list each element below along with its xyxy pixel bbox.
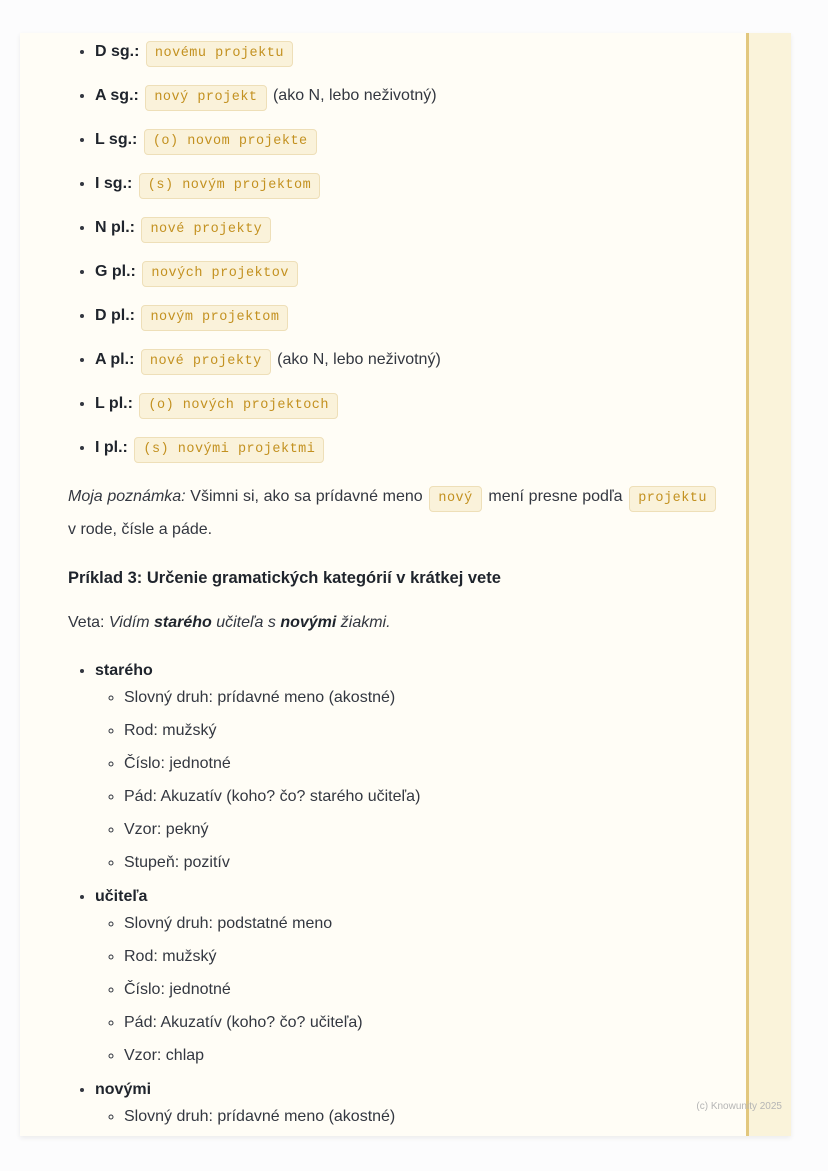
- analysis-word: starého: [95, 662, 153, 679]
- case-chip: (s) novými projektmi: [134, 437, 324, 463]
- case-label: I pl.:: [95, 439, 128, 456]
- inline-code-chip: projektu: [629, 486, 716, 512]
- case-label: G pl.:: [95, 263, 136, 280]
- case-label: A pl.:: [95, 351, 135, 368]
- sentence-text: žiakmi.: [336, 614, 391, 631]
- analysis-prop-list: [95, 913, 718, 1067]
- case-chip: nový projekt: [145, 85, 266, 111]
- case-item: [95, 40, 718, 67]
- analysis-prop: ◦ Vzor: pekný: [124, 819, 718, 841]
- case-chip: (o) novom projekte: [144, 129, 317, 155]
- case-label: L sg.:: [95, 131, 138, 148]
- case-item: [95, 172, 718, 199]
- analysis-prop: ◦ Slovný druh: podstatné meno: [124, 913, 718, 935]
- case-label: N pl.:: [95, 219, 135, 236]
- case-label: I sg.:: [95, 175, 133, 192]
- case-item: [95, 216, 718, 243]
- case-item: [95, 392, 718, 419]
- case-label: D pl.:: [95, 307, 135, 324]
- case-label: D sg.:: [95, 43, 140, 60]
- note-text: mení presne podľa: [483, 488, 628, 505]
- sentence-paragraph: [68, 611, 718, 635]
- analysis-word-item: [95, 659, 718, 874]
- analysis-prop: ◦ Číslo: jednotné: [124, 753, 718, 775]
- analysis-word: učiteľa: [95, 888, 148, 905]
- sentence-label: Veta:: [68, 614, 109, 631]
- analysis-prop-list: [95, 1106, 718, 1128]
- analysis-prop: ◦ Stupeň: pozitív: [124, 852, 718, 874]
- analysis-prop: ◦ Rod: mužský: [124, 946, 718, 968]
- case-chip: (s) novým projektom: [139, 173, 320, 199]
- analysis-prop: ◦ Vzor: chlap: [124, 1045, 718, 1067]
- note-text: v rode, čísle a páde.: [68, 521, 213, 538]
- analysis-word-item: [95, 1078, 718, 1128]
- copyright-watermark: (c) Knowunity 2025: [696, 1101, 782, 1112]
- sentence-text: učiteľa s: [211, 614, 281, 631]
- case-chip: nové projekty: [141, 349, 271, 375]
- case-item: [95, 260, 718, 287]
- analysis-word-item: [95, 885, 718, 1067]
- case-chip: novým projektom: [141, 305, 288, 331]
- note-lead: Moja poznámka:: [68, 488, 186, 505]
- analysis-prop: ◦ Slovný druh: prídavné meno (akostné): [124, 687, 718, 709]
- analysis-prop-list: [95, 687, 718, 874]
- case-item: [95, 436, 718, 463]
- page-margin-stripe: [746, 33, 791, 1136]
- case-suffix: (ako N, lebo neživotný): [268, 87, 437, 104]
- case-chip: nových projektov: [142, 261, 298, 287]
- sentence-bold-word: starého: [153, 614, 212, 631]
- case-item: [95, 128, 718, 155]
- case-item: [95, 348, 718, 375]
- case-label: L pl.:: [95, 395, 133, 412]
- case-suffix: (ako N, lebo neživotný): [272, 351, 441, 368]
- document-page: [20, 33, 791, 1136]
- analysis-prop: ◦ Pád: Akuzatív (koho? čo? učiteľa): [124, 1012, 718, 1034]
- case-label: A sg.:: [95, 87, 139, 104]
- analysis-prop: ◦ Pád: Akuzatív (koho? čo? starého učiteľa): [124, 786, 718, 808]
- note-text: Všimni si, ako sa prídavné meno: [185, 488, 428, 505]
- analysis-prop: ◦ Rod: mužský: [124, 720, 718, 742]
- document-content: [68, 40, 718, 1139]
- example-heading: Príklad 3: Určenie gramatických kategórií v krátkej vete: [68, 569, 501, 587]
- case-chip: (o) nových projektoch: [139, 393, 338, 419]
- case-chip: novému projektu: [146, 41, 293, 67]
- word-analysis-list: [68, 659, 718, 1128]
- case-item: [95, 304, 718, 331]
- case-chip: nové projekty: [141, 217, 271, 243]
- analysis-prop: ◦ Číslo: jednotné: [124, 979, 718, 1001]
- analysis-word: novými: [95, 1081, 152, 1098]
- grammar-case-list: [68, 40, 718, 463]
- inline-code-chip: nový: [429, 486, 481, 512]
- sentence-bold-word: novými: [280, 614, 337, 631]
- case-item: [95, 84, 718, 111]
- sentence-text: Vidím: [108, 614, 154, 631]
- personal-note-paragraph: [68, 480, 718, 546]
- analysis-prop: ◦ Slovný druh: prídavné meno (akostné): [124, 1106, 718, 1128]
